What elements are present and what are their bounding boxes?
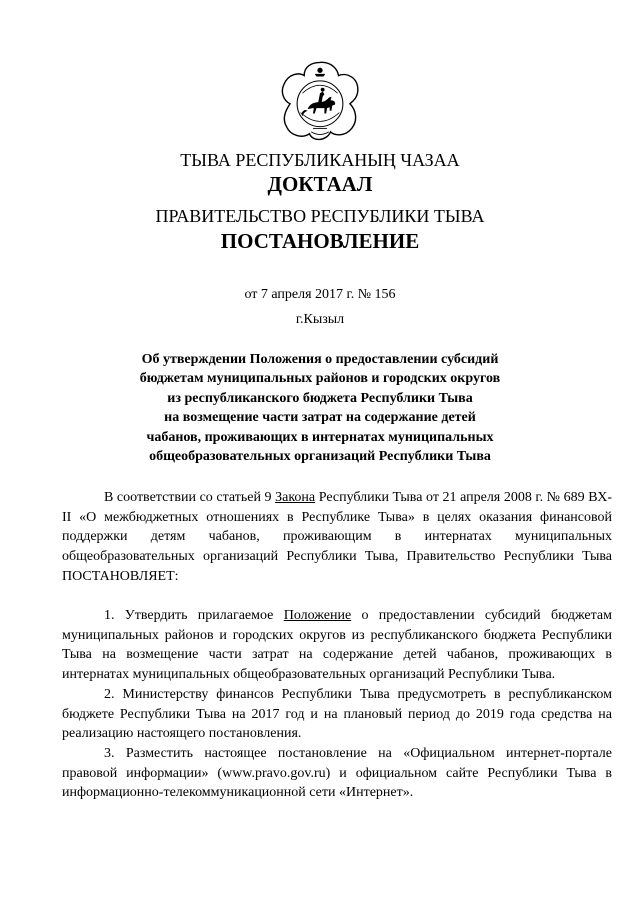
document-title xyxy=(100,350,540,466)
header-tyvan-title: ТЫВА РЕСПУБЛИКАНЫҢ ЧАЗАА xyxy=(180,150,460,170)
header-russian-doctype: ПОСТАНОВЛЕНИЕ xyxy=(220,229,420,253)
resolution-items xyxy=(62,606,612,803)
regulation-link[interactable]: Положение xyxy=(283,608,352,623)
coat-of-arms-icon xyxy=(276,58,364,146)
title-line: из республиканского бюджета Республики Тыва xyxy=(167,390,473,406)
city: г.Кызыл xyxy=(295,312,345,327)
title-line: Об утверждении Положения о предоставлении субсидий xyxy=(141,352,499,367)
header-tyvan-doctype: ДОКТААЛ xyxy=(267,172,373,196)
title-line: бюджетам муниципальных районов и городских округов xyxy=(139,371,501,387)
title-line: общеобразовательных организаций Республики Тыва xyxy=(149,449,491,465)
preamble: В соответствии со статьей 9 Закона Республики Тыва от 21 апреля 2008 г. № 689 ВХ-II «О межбюджетных отношениях в Республике Тыва» в целях оказания финансовой поддержки детям чабанов, проживающим в интернатах муниципальных общеобразовательных организаций Республики Тыва, Правительство Республики Тыва ПОСТАНОВЛЯЕТ: xyxy=(62,490,612,584)
item-1: 1. Утвердить прилагаемое Положение о предоставлении субсидий бюджетам муниципальных районов и городских округов из республиканского бюджета Республики Тыва на возмещение части затрат на содержание детей чабанов, проживающих в интернатах муниципальных общеобразовательных организаций Республики Тыва. xyxy=(62,608,613,683)
title-line: на возмещение части затрат на содержание детей xyxy=(164,410,476,426)
date-number: от 7 апреля 2017 г. № 156 xyxy=(244,287,396,302)
title-line: чабанов, проживающих в интернатах муниципальных xyxy=(146,429,494,445)
item-2: 2. Министерству финансов Республики Тыва предусмотреть в республиканском бюджете Республики Тыва на 2017 год и на плановый период до 2019 года средства на реализацию настоящего постановления. xyxy=(62,686,612,742)
item-3: 3. Разместить настоящее постановление на «Официальном интернет-портале правовой информации» (www.pravo.gov.ru) и официальном сайте Республики Тыва в информационно-телекоммуникационной сети «Интернет». xyxy=(62,745,612,801)
header-russian-title: ПРАВИТЕЛЬСТВО РЕСПУБЛИКИ ТЫВА xyxy=(155,206,485,226)
law-link[interactable]: Закона xyxy=(275,490,316,505)
